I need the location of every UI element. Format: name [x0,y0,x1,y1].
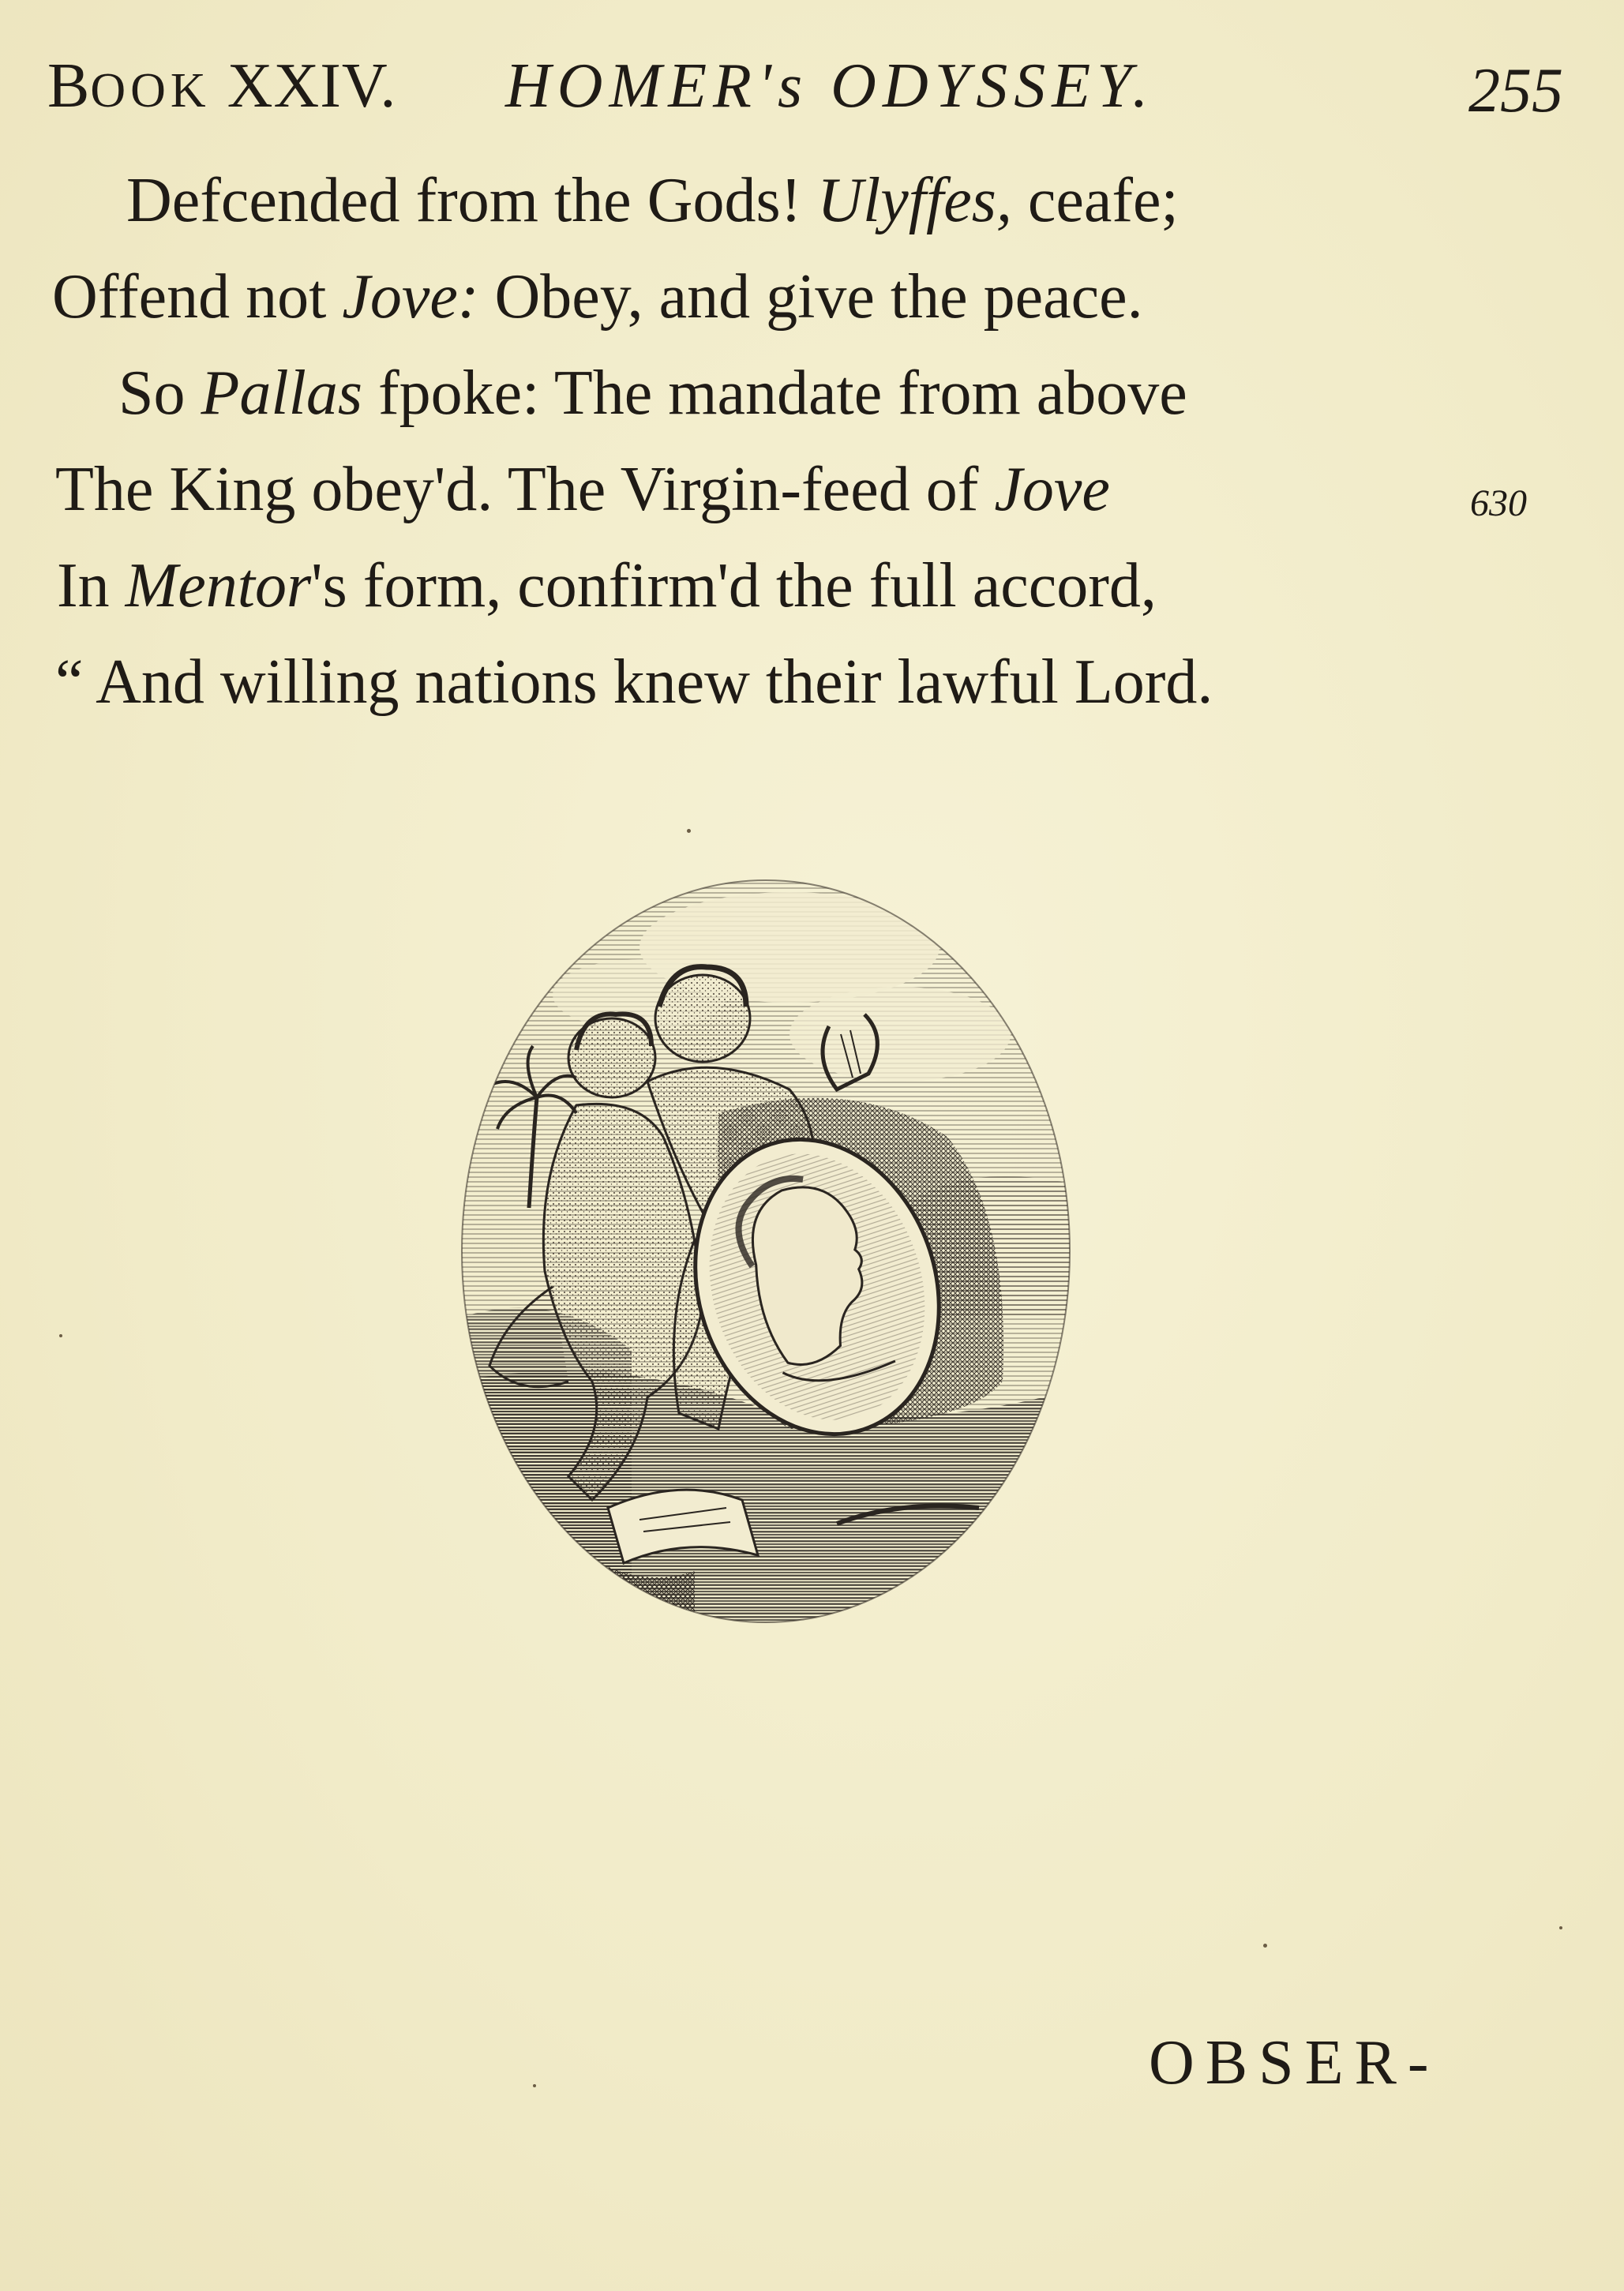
paper-speck [59,1334,62,1337]
paper-speck [1263,1944,1267,1948]
paper-speck [687,829,691,833]
verse-run: ceafe; [1011,166,1179,235]
verse-run: 's form, confirm'd the full accord, [311,551,1157,621]
verse-italic-run: Jove: [342,262,479,332]
engraved-vignette-icon [458,876,1074,1626]
verse-line [55,647,1213,717]
verse-italic-run: Jove [994,455,1110,524]
verse-run: Offend not [52,262,343,332]
paper-speck [1559,1926,1562,1929]
paper-speck [533,2084,536,2087]
verse-italic-run: Ulyffes, [817,166,1012,235]
verse-line [55,455,1110,524]
book-number: XXIV. [227,51,397,121]
verse-run: The King obey'd. The Virgin-feed of [55,455,995,524]
verse-run: fpoke: The mandate from above [362,358,1187,428]
running-head-title: HOMER's ODYSSEY. [505,51,1155,121]
verse-italic-run: Mentor [125,551,312,621]
running-head-book [47,51,396,122]
verse-line [118,358,1187,428]
verse-run: In [57,551,126,621]
catchword: OBSER- [1149,2028,1440,2098]
verse-line [52,262,1143,332]
running-head [47,51,1563,137]
book-small-caps: OOK [90,64,211,118]
verse-run: Obey, and give the peace. [478,262,1143,332]
verse-run: Defcended from the Gods! [126,166,818,235]
book-first-letter: B [47,51,91,121]
line-number: 630 [1470,482,1527,524]
verse-italic-run: Pallas [201,358,362,428]
page-number: 255 [1468,56,1563,126]
verse-run: So [118,358,201,428]
verse-line [57,551,1157,621]
verse-run: “ And willing nations knew their lawful Lord. [55,647,1213,717]
verse-line [126,166,1179,235]
